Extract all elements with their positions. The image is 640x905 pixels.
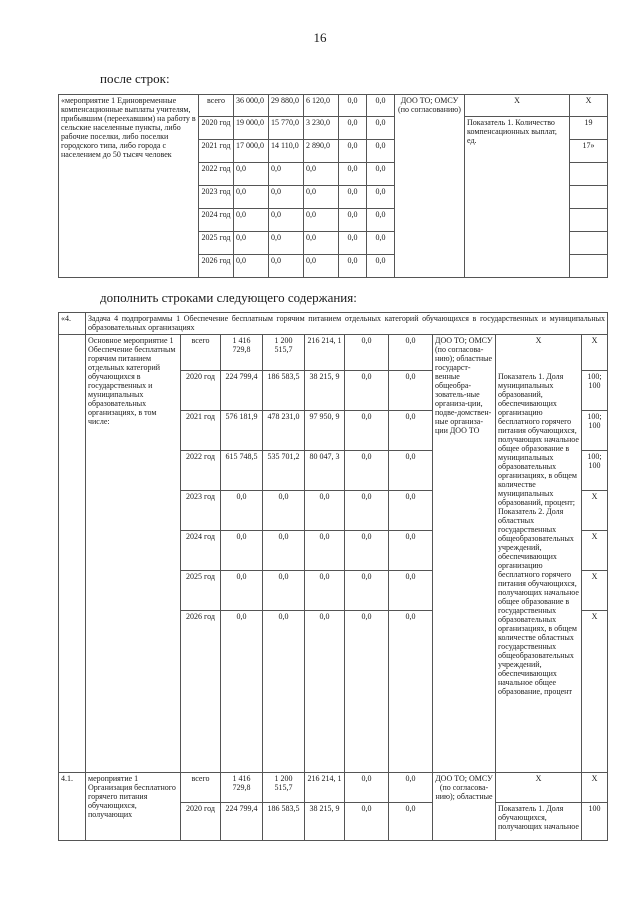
amount-total: 0,0 [221, 571, 263, 611]
amount-local: 0,0 [345, 411, 389, 451]
amount-federal: 0,0 [269, 209, 304, 232]
amount-regional: 0,0 [304, 209, 339, 232]
event-description: «мероприятие 1 Единовременные компенсационные выплаты учителям, прибывшим (переехавшим) на работу в сельские населенные пункты, либо рабочие поселки, либо поселки городского типа, либо города с населением до 50 тысяч человек [59, 95, 199, 278]
amount-local: 0,0 [345, 371, 389, 411]
amount-federal: 535 701,2 [263, 451, 305, 491]
year-cell: 2026 год [199, 255, 234, 278]
amount-total: 224 799,4 [221, 803, 263, 841]
amount-federal: 0,0 [263, 571, 305, 611]
amount-federal: 0,0 [263, 611, 305, 773]
amount-other: 0,0 [389, 571, 433, 611]
amount-regional: 0,0 [304, 186, 339, 209]
amount-total: 17 000,0 [234, 140, 269, 163]
amount-federal: 186 583,5 [263, 371, 305, 411]
amount-federal: 478 231,0 [263, 411, 305, 451]
value-empty [570, 255, 608, 278]
year-cell: 2023 год [181, 491, 221, 531]
subevent-text: мероприятие 1 Организация бесплатного горячего питания обучающихся, получающих [86, 773, 181, 841]
indicator-x: Х [496, 335, 582, 371]
amount-total: 1 416 729,8 [221, 773, 263, 803]
amount-other: 0,0 [389, 611, 433, 773]
amount-regional: 0,0 [305, 611, 345, 773]
amount-federal: 15 770,0 [269, 117, 304, 140]
amount-local: 0,0 [339, 186, 367, 209]
task-number: «4. [59, 313, 86, 335]
amount-other: 0,0 [367, 163, 395, 186]
indicator-text: Показатель 1. Количество компенсационных выплат, ед. [465, 117, 570, 278]
amount-regional: 0,0 [305, 491, 345, 531]
heading-after-rows: после строк: [100, 71, 170, 86]
amount-total: 615 748,5 [221, 451, 263, 491]
value-empty [570, 186, 608, 209]
value-2020: 100 [582, 803, 608, 841]
amount-local: 0,0 [339, 95, 367, 117]
task-title: Задача 4 подпрограммы 1 Обеспечение бесплатным горячим питанием отдельных категорий обучающихся в государственных и муниципальных образовательных организациях [86, 313, 608, 335]
year-cell: всего [181, 773, 221, 803]
subevent-number: 4.1. [59, 773, 86, 841]
amount-regional: 0,0 [304, 255, 339, 278]
year-cell: 2022 год [199, 163, 234, 186]
amount-other: 0,0 [367, 209, 395, 232]
value-2020: 19 [570, 117, 608, 140]
amount-total: 0,0 [234, 255, 269, 278]
amount-local: 0,0 [345, 491, 389, 531]
row-number-empty [59, 335, 86, 773]
amount-regional: 0,0 [305, 531, 345, 571]
amount-local: 0,0 [345, 803, 389, 841]
value-cell: Х [582, 491, 608, 531]
value-cell: 100; 100 [582, 451, 608, 491]
value-empty [570, 163, 608, 186]
table-existing-rows [58, 94, 608, 278]
value-cell: Х [582, 335, 608, 371]
amount-regional: 6 120,0 [304, 95, 339, 117]
amount-regional: 0,0 [305, 571, 345, 611]
indicators-text: Показатель 1. Доля муниципальных образований, обеспечивающих организацию бесплатного горячего питания обучающихся, получающих начальное общее образование в муниципальных образовательных организациях, в общем количестве муниципальных образований, процент; Показатель 2. Доля областных государственных общеобразовательных учреждений, обеспечивающих организацию бесплатного горячего питания обучающихся, получающих начальное общее образование в государственных образовательных организациях, в общем количестве областных государственных общеобразовательных учреждений, обеспечивающих начальное общее образование, процент [496, 371, 582, 773]
amount-other: 0,0 [389, 335, 433, 371]
amount-regional: 38 215, 9 [305, 803, 345, 841]
value-cell: Х [582, 571, 608, 611]
year-cell: 2023 год [199, 186, 234, 209]
amount-local: 0,0 [345, 611, 389, 773]
amount-local: 0,0 [345, 335, 389, 371]
amount-total: 19 000,0 [234, 117, 269, 140]
amount-local: 0,0 [345, 773, 389, 803]
value-cell: Х [582, 611, 608, 773]
amount-other: 0,0 [389, 491, 433, 531]
amount-local: 0,0 [345, 451, 389, 491]
value-2021: 17» [570, 140, 608, 163]
amount-total: 0,0 [221, 531, 263, 571]
value-cell: 100; 100 [582, 371, 608, 411]
amount-federal: 1 200 515,7 [263, 335, 305, 371]
value-cell: 100; 100 [582, 411, 608, 451]
year-cell: 2022 год [181, 451, 221, 491]
amount-total: 1 416 729,8 [221, 335, 263, 371]
amount-total: 36 000,0 [234, 95, 269, 117]
main-event: Основное мероприятие 1 Обеспечение бесплатным горячим питанием отдельных категорий обучающихся в государственных и муниципальных образовательных организациях, в том числе: [86, 335, 181, 773]
value-cell: Х [582, 531, 608, 571]
subevent-indicator: Показатель 1. Доля обучающихся, получающих начальное [496, 803, 582, 841]
amount-regional: 0,0 [304, 232, 339, 255]
year-cell: 2020 год [181, 803, 221, 841]
amount-total: 0,0 [221, 611, 263, 773]
amount-local: 0,0 [339, 255, 367, 278]
value-empty [570, 232, 608, 255]
year-cell: 2025 год [199, 232, 234, 255]
amount-total: 0,0 [234, 232, 269, 255]
value-x: Х [582, 773, 608, 803]
amount-local: 0,0 [339, 140, 367, 163]
year-cell: 2026 год [181, 611, 221, 773]
amount-total: 0,0 [234, 209, 269, 232]
year-cell: 2020 год [181, 371, 221, 411]
subevent-executor: ДОО ТО; ОМСУ (по согласова-нию); областные [433, 773, 496, 841]
year-cell: 2021 год [181, 411, 221, 451]
amount-federal: 0,0 [269, 163, 304, 186]
indicator-x: Х [496, 773, 582, 803]
amount-other: 0,0 [367, 186, 395, 209]
amount-federal: 0,0 [263, 491, 305, 531]
amount-other: 0,0 [367, 140, 395, 163]
heading-add-rows: дополнить строками следующего содержания: [100, 290, 357, 305]
amount-other: 0,0 [389, 451, 433, 491]
year-cell: 2024 год [181, 531, 221, 571]
amount-other: 0,0 [389, 531, 433, 571]
amount-regional: 97 950, 9 [305, 411, 345, 451]
amount-federal: 186 583,5 [263, 803, 305, 841]
amount-other: 0,0 [367, 232, 395, 255]
amount-federal: 29 880,0 [269, 95, 304, 117]
amount-regional: 2 890,0 [304, 140, 339, 163]
amount-regional: 216 214, 1 [305, 335, 345, 371]
amount-regional: 38 215, 9 [305, 371, 345, 411]
amount-regional: 3 230,0 [304, 117, 339, 140]
amount-local: 0,0 [345, 531, 389, 571]
value-x: Х [570, 95, 608, 117]
amount-local: 0,0 [339, 232, 367, 255]
amount-other: 0,0 [367, 95, 395, 117]
amount-other: 0,0 [367, 117, 395, 140]
executor: ДОО ТО; ОМСУ (по согласова-нию); областные государст-венные общеобра-зователь-ные организа-ции, подве-домствен-ные организа-ции ДОО ТО [433, 335, 496, 773]
value-empty [570, 209, 608, 232]
amount-total: 224 799,4 [221, 371, 263, 411]
amount-total: 0,0 [221, 491, 263, 531]
amount-regional: 80 047, 3 [305, 451, 345, 491]
amount-federal: 0,0 [269, 186, 304, 209]
indicator-x: Х [465, 95, 570, 117]
amount-federal: 0,0 [263, 531, 305, 571]
amount-local: 0,0 [345, 571, 389, 611]
amount-regional: 216 214, 1 [305, 773, 345, 803]
year-cell: 2025 год [181, 571, 221, 611]
amount-regional: 0,0 [304, 163, 339, 186]
amount-federal: 0,0 [269, 232, 304, 255]
year-cell: 2021 год [199, 140, 234, 163]
amount-local: 0,0 [339, 209, 367, 232]
table-new-rows [58, 312, 608, 841]
amount-local: 0,0 [339, 163, 367, 186]
amount-federal: 1 200 515,7 [263, 773, 305, 803]
amount-other: 0,0 [389, 371, 433, 411]
amount-other: 0,0 [389, 411, 433, 451]
year-cell: 2024 год [199, 209, 234, 232]
executor: ДОО ТО; ОМСУ (по согласованию) [395, 95, 465, 278]
year-cell: всего [199, 95, 234, 117]
amount-other: 0,0 [389, 803, 433, 841]
amount-other: 0,0 [367, 255, 395, 278]
year-cell: всего [181, 335, 221, 371]
page-number: 16 [313, 30, 327, 45]
amount-other: 0,0 [389, 773, 433, 803]
amount-total: 576 181,9 [221, 411, 263, 451]
amount-local: 0,0 [339, 117, 367, 140]
amount-federal: 0,0 [269, 255, 304, 278]
amount-total: 0,0 [234, 163, 269, 186]
amount-federal: 14 110,0 [269, 140, 304, 163]
year-cell: 2020 год [199, 117, 234, 140]
amount-total: 0,0 [234, 186, 269, 209]
